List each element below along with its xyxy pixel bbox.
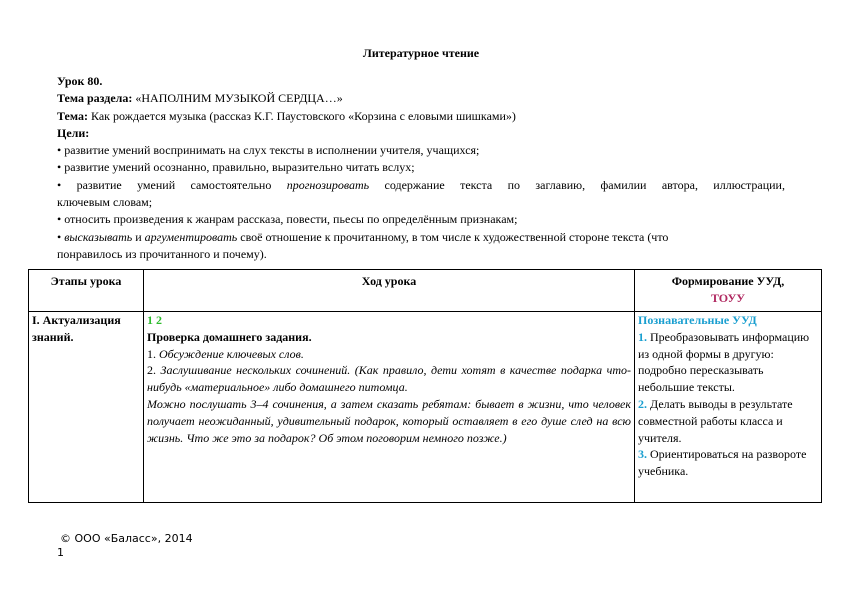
uud-item: 3. Ориентироваться на развороте учебника. [638, 447, 807, 479]
lesson-table [28, 269, 822, 503]
step-numbers: 1 2 [147, 313, 162, 327]
header-uud-sub: ТОУУ [710, 290, 746, 305]
goal-item: • развитие умений осознанно, правильно, выразительно читать вслух; [57, 160, 415, 175]
list-item: 2. Заслушивание нескольких сочинений. (Как правило, дети хотят в качестве подарка что-нибудь «материальное» либо домашнего питомца. [147, 363, 632, 395]
list-item-continued: Можно послушать 3–4 сочинения, а затем сказать ребятам: бывает в жизни, что человек получает неожиданный, удивительный подарок, который оставляет в его душе след на всю жизнь. Что же это за подарок? Об этом поговорим немного позже.) [147, 396, 631, 445]
goal-item-continued: ключевым словам; [57, 195, 153, 210]
lesson-number: Урок 80. [57, 74, 103, 88]
goals-label: Цели: [57, 125, 90, 140]
goal-item: • развитие умений самостоятельно прогнозировать содержание текста по заглавию, фамилии автора, иллюстрации, [57, 177, 785, 192]
list-item: 1. Обсуждение ключевых слов. [147, 346, 304, 361]
page-title: Литературное чтение [362, 46, 480, 60]
header-uud: Формирование УУД, ТОУУ [635, 270, 822, 312]
lesson-header [57, 73, 785, 263]
table-row [29, 312, 822, 503]
goal-item: • относить произведения к жанрам рассказа, повести, пьесы по определённым признакам; [57, 212, 518, 227]
uud-item: 2. Делать выводы в результате совместной работы класса и учителя. [638, 396, 793, 445]
page-number: 1 [57, 546, 64, 559]
goal-item: • высказывать и аргументировать своё отношение к прочитанному, в том числе к художественной стороне текста (что [57, 229, 669, 244]
uud-title: Познавательные УУД [638, 313, 757, 327]
copyright: © ООО «Баласс», 2014 [60, 532, 193, 545]
uud-item: 1. Преобразовывать информацию из одной формы в другую: подробно пересказывать небольшие тексты. [638, 329, 810, 395]
topic-line: Тема: Как рождается музыка (рассказ К.Г. Паустовского «Корзина с еловыми шишками») [57, 108, 516, 123]
table-header-row [29, 270, 822, 312]
stage-cell: I. Актуализация знаний. [29, 312, 144, 503]
header-stages: Этапы урока [29, 270, 144, 312]
uud-cell [635, 312, 822, 503]
check-title: Проверка домашнего задания. [147, 329, 312, 344]
course-cell [144, 312, 635, 503]
section-line: Тема раздела: «НАПОЛНИМ МУЗЫКОЙ СЕРДЦА…» [57, 91, 343, 106]
header-course: Ход урока [144, 270, 635, 312]
goal-item-continued: понравилось из прочитанного и почему). [57, 246, 267, 261]
goal-item: • развитие умений воспринимать на слух тексты в исполнении учителя, учащихся; [57, 143, 480, 158]
